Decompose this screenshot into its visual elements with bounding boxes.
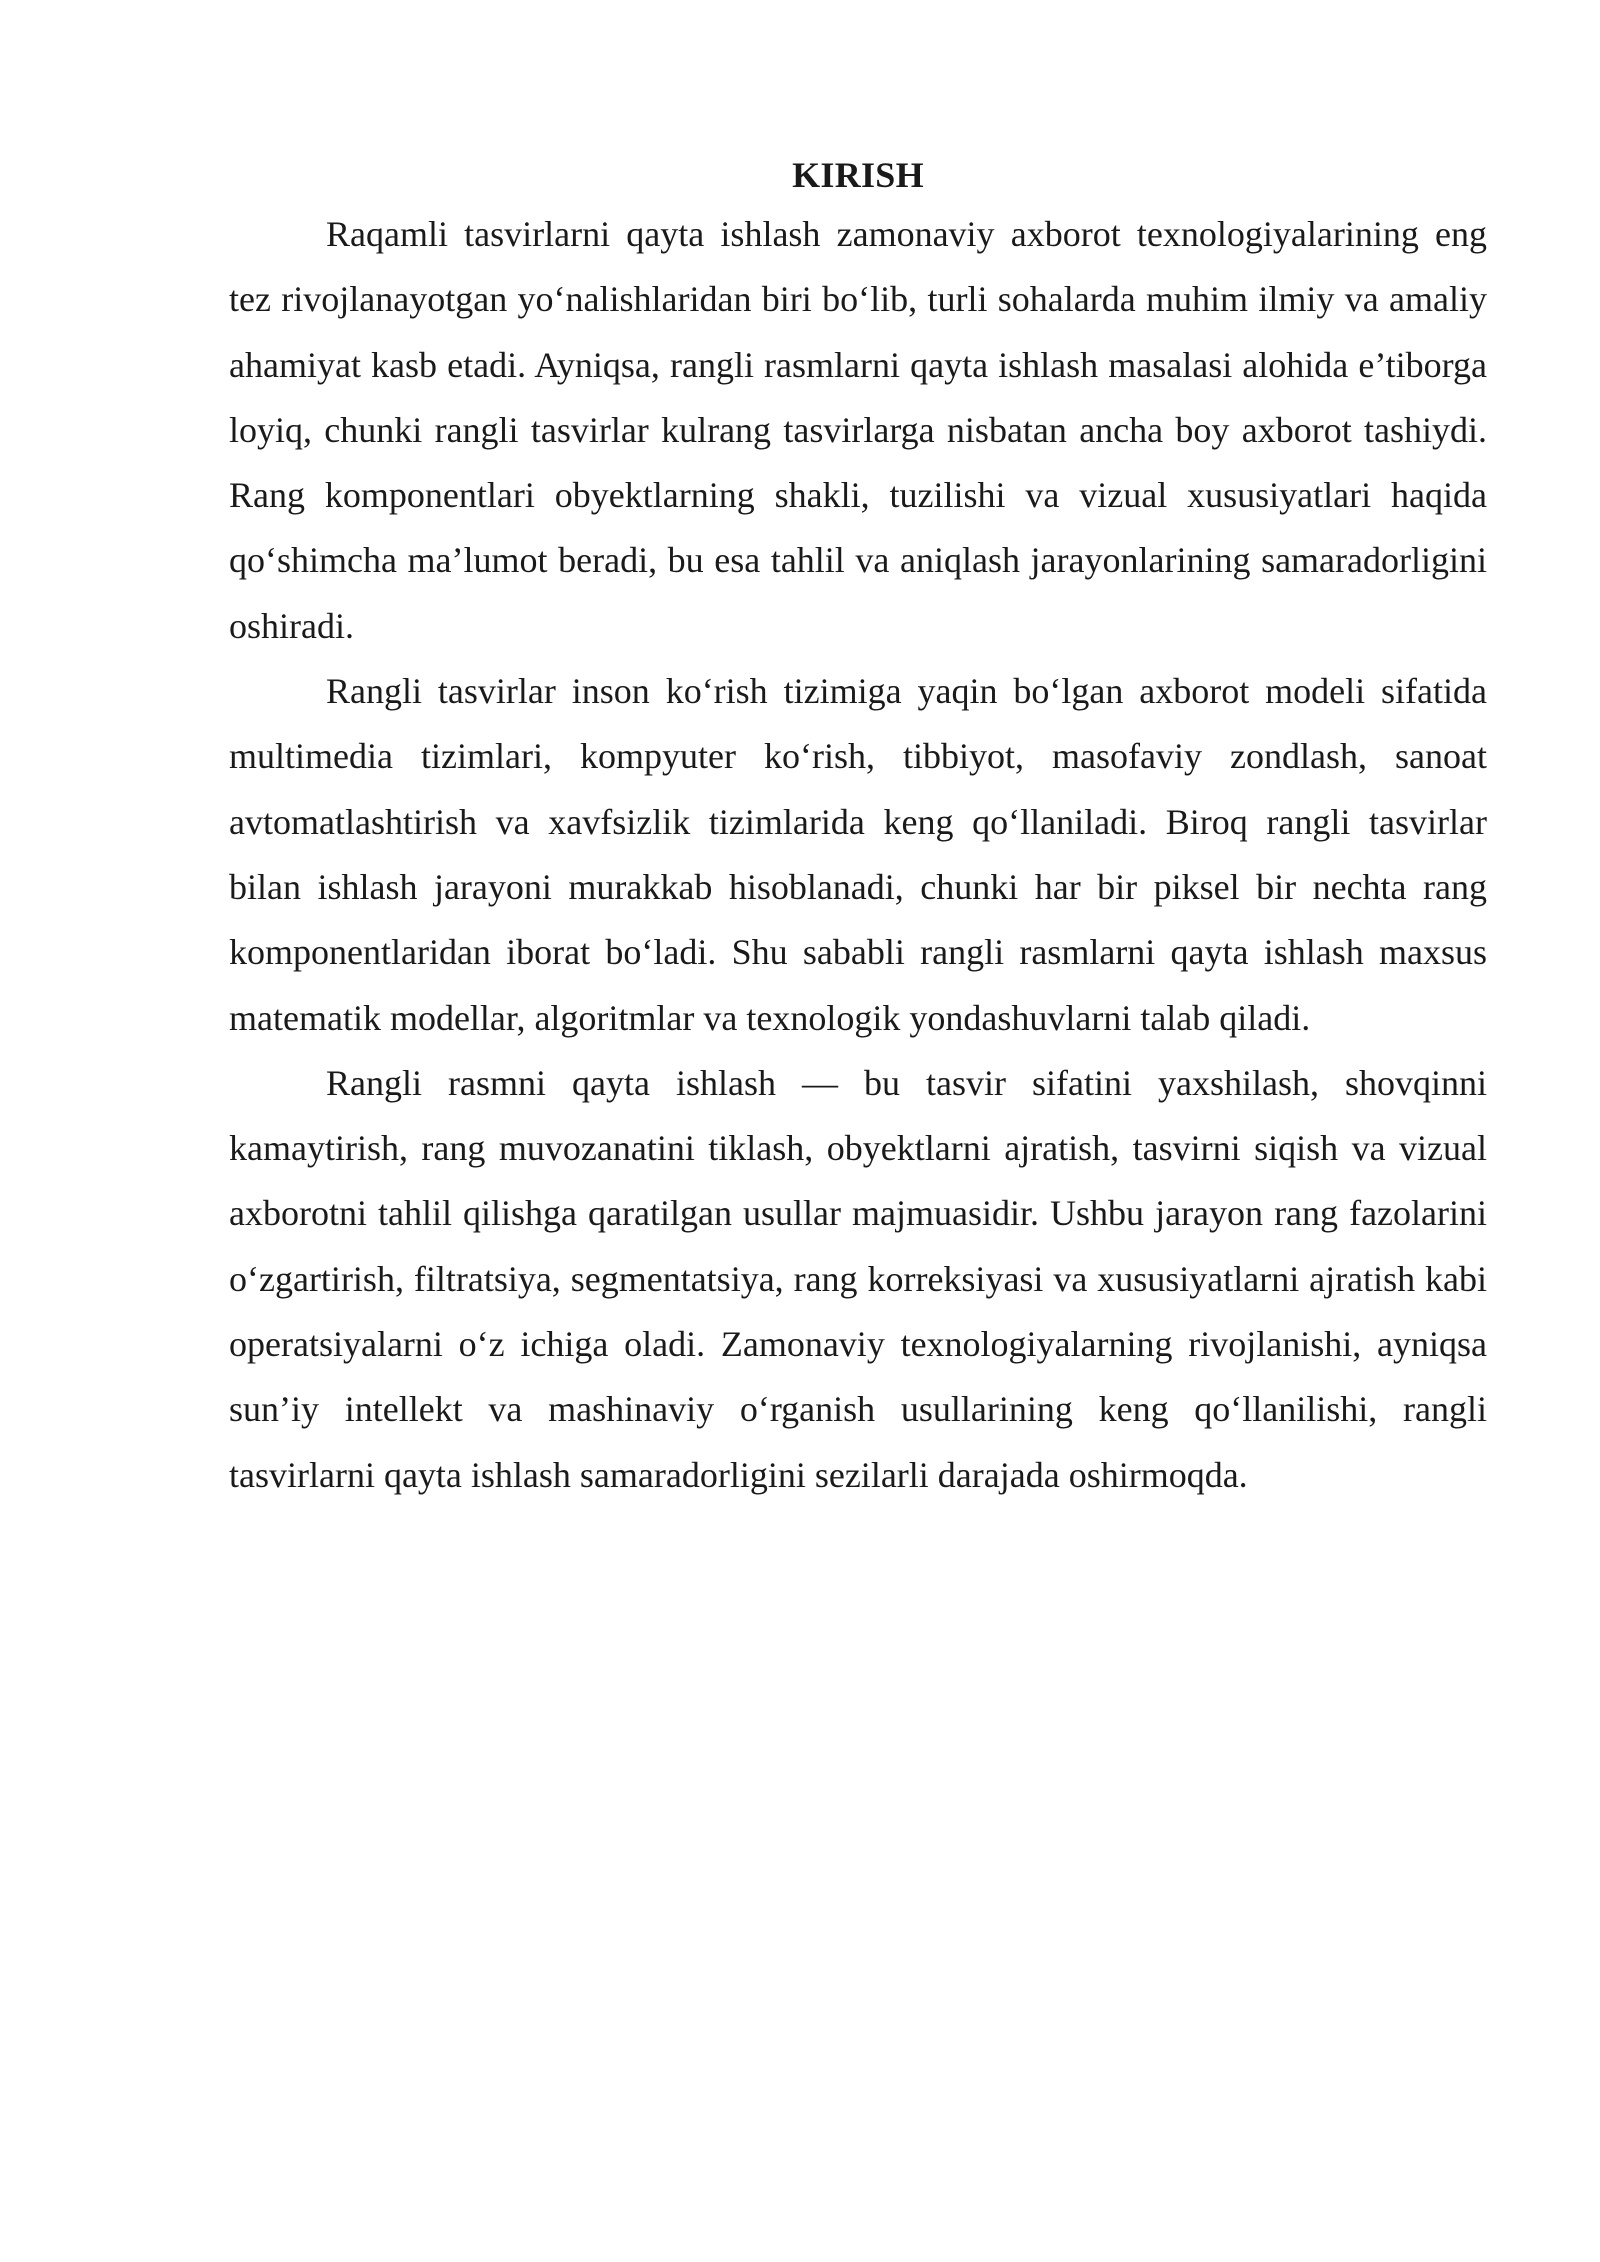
paragraph-processing: Rangli rasmni qayta ishlash — bu tasvir sifatini yaxshilash, shovqinni kamaytirish, rang muvozanatini tiklash, obyektlarni ajratish, tasvirni siqish va vizual axborotni tahlil qilishga qaratilgan usullar majmuasidir. Ushbu jarayon rang fazolarini o‘zgartirish, filtratsiya, segmentatsiya, rang korreksiyasi va xususiyatlarni ajratish kabi operatsiyalarni o‘z ichiga oladi. Zamonaviy texnologiyalarning rivojlanishi, ayniqsa sun’iy intellekt va mashinaviy o‘rganish usullarining keng qo‘llanilishi, rangli tasvirlarni qayta ishlash samaradorligini sezilarli darajada oshirmoqda.	[229, 1062, 1487, 1495]
page-title: KIRISH	[792, 155, 924, 195]
paragraph-intro: Raqamli tasvirlarni qayta ishlash zamonaviy axborot texnologiyalarining eng tez rivojlanayotgan yo‘nalishlaridan biri bo‘lib, turli sohalarda muhim ilmiy va amaliy ahamiyat kasb etadi. Ayniqsa, rangli rasmlarni qayta ishlash masalasi alohida e’tiborga loyiq, chunki rangli tasvirlar kulrang tasvirlarga nisbatan ancha boy axborot tashiydi. Rang komponentlari obyektlarning shakli, tuzilishi va vizual xususiyatlari haqida qo‘shimcha ma’lumot beradi, bu esa tahlil va aniqlash jarayonlarining samaradorligini oshiradi.	[229, 214, 1487, 646]
paragraph-applications: Rangli tasvirlar inson ko‘rish tizimiga yaqin bo‘lgan axborot modeli sifatida multimedia tizimlari, kompyuter ko‘rish, tibbiyot, masofaviy zondlash, sanoat avtomatlashtirish va xavfsizlik tizimlarida keng qo‘llaniladi. Biroq rangli tasvirlar bilan ishlash jarayoni murakkab hisoblanadi, chunki har bir piksel bir nechta rang komponentlaridan iborat bo‘ladi. Shu sababli rangli rasmlarni qayta ishlash maxsus matematik modellar, algoritmlar va texnologik yondashuvlarni talab qiladi.	[229, 671, 1487, 1038]
document-body	[229, 148, 1487, 1508]
